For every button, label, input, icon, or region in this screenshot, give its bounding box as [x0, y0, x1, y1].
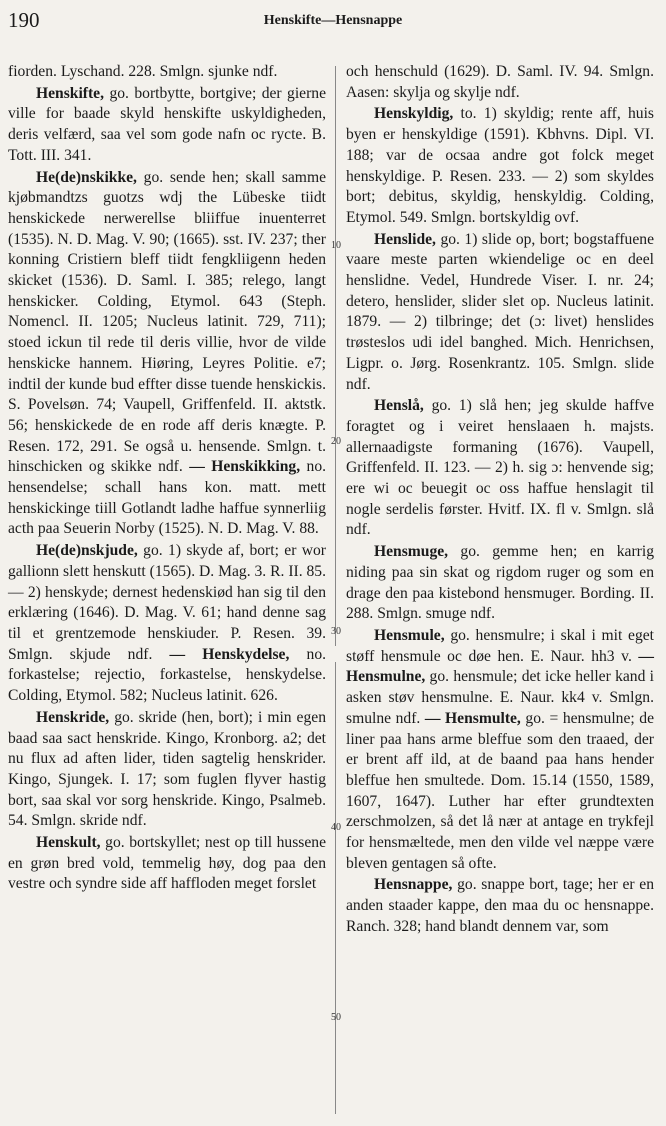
- dictionary-entry: [8, 708, 326, 832]
- column-rule: [335, 662, 336, 1114]
- dictionary-entry: [8, 84, 326, 167]
- entry-text: go. skride (hen, bort); i min egen baad saa sact henskride. Kingo, Kronborg. a2; det nu flux ad aften lider, tiden sagtelig henskrider. Kingo, Sjungek. I. 17; som fuglen flyver hastig bort, saa skal vor sorg henskride. Kingo, Psalmeb. 54. Smlgn. skride ndf.: [8, 708, 326, 830]
- entry-text: fiorden. Lyschand. 228. Smlgn. sjunke ndf.: [8, 63, 278, 80]
- left-column: [8, 62, 326, 895]
- headword: Hensmuge,: [374, 543, 449, 561]
- line-number: 20: [331, 436, 341, 447]
- entry-text: go. = hensmulne; de liner paa hans arme bleffue som den traaed, der er brent aff ild, at de baand paa hans hender bleffue hen smultede. Dom. 15.14 (1550, 1589, 1607, 1647). Luther har efter grundtexten zerschmolzen, så det lå nær at antage en trykfejl for hensmæltede, men den vilde vel næppe være bleven gentagen så ofte.: [346, 709, 654, 872]
- entry-text: go. bortskyllet; nest op till hussene en grøn bred vold, temmelig høy, dog paa den vestre och syndre side aff haffloden meget forslet: [8, 834, 326, 893]
- entry-separator: —: [631, 647, 654, 665]
- headword: Hensnappe,: [374, 876, 453, 894]
- headword: Hensmulne,: [346, 668, 426, 686]
- running-title: Henskifte—Hensnappe: [263, 13, 403, 28]
- line-number: 10: [331, 240, 341, 251]
- dictionary-entry: [346, 62, 654, 103]
- page-header: [8, 8, 658, 36]
- dictionary-entry: [346, 626, 654, 874]
- dictionary-entry: [346, 396, 654, 541]
- column-rule: [335, 66, 336, 646]
- entry-text: och henschuld (1629). D. Saml. IV. 94. Smlgn. Aasen: skylja og skylje ndf.: [346, 63, 654, 101]
- line-number: 30: [331, 626, 341, 637]
- headword: Hensmule,: [374, 626, 445, 644]
- dictionary-entry: [346, 104, 654, 228]
- right-column: [346, 62, 654, 938]
- entry-text: no. forkastelse; rejectio, forkastelse, henskydelse. Colding, Etymol. 582; Nucleus latinit. 626.: [8, 645, 327, 705]
- headword: He(de)nskikke,: [36, 168, 137, 186]
- entry-text: go. hensmulre; i skal i mit eget støff hensmule oc døe hen. E. Naur. hh3 v.: [346, 626, 654, 665]
- entry-text: go. 1) slide op, bort; bogstaffuene vaare meste parten wkiendelige oc en deel henslidne. Vedel, Hundrede Viser. I. nr. 24; detero, henslider, slider slet op. Nucleus latinit. 1879. — 2) tilbringe; det (ɔ: livet) henslides trøsteslos udi idel banghed. Mich. Henrichsen, Ligpr. o. Jørg. Rosenkrantz. 105. Smlgn. slide ndf.: [346, 230, 654, 393]
- headword: Henslå,: [374, 397, 424, 415]
- headword: Henskifte,: [36, 84, 105, 102]
- headword: He(de)nskjude,: [36, 542, 138, 560]
- entry-text: go. 1) slå hen; jeg skulde haffve foragtet og i veiret henslaaen h. majsts. allernaadigste formaning (1676). Vaupell, Griffenfeld. II. 123. — 2) h. sig ɔ: henvende sig; ere wi oc beuegit oc oss haffue henslagit til nogle serdelis førster. Hvitf. IX. fl v. Smlgn. slå ndf.: [346, 397, 654, 539]
- dictionary-entry: [8, 833, 326, 895]
- line-number: 50: [331, 1012, 341, 1023]
- entry-text: go. 1) skyde af, bort; er wor gallionn slett henskutt (1565). D. Mag. 3. R. II. 85. — 2) henskyde; dernest hedenskiød han sig til den erklæring (1646). D. Mag. V. 61; hand denne sag til et grentzemode henskiuder. P. Resen. 39. Smlgn. skjude ndf.: [8, 542, 326, 663]
- dictionary-entry: [8, 168, 326, 541]
- headword: Henskyldig,: [374, 105, 454, 123]
- entry-text: go. snappe bort, tage; her er en anden staader kappe, den maa du oc hensnappe. Ranch. 328; hand blandt dennem var, som: [346, 876, 654, 935]
- entry-text: no. hensendelse; schall hans kon. matt. mett henskickinge tiill Gotlandt ladhe haffue synnerliig acth paa Seuerin Norby (1525). N. D. Mag. V. 88.: [8, 458, 327, 538]
- headword: Henskult,: [36, 834, 101, 852]
- page-number: 190: [8, 8, 40, 32]
- entry-text: to. 1) skyldig; rente aff, huis byen er henskyldige (1591). Kbhvns. Dipl. VI. 188; var de ocsaa andre got folck meget henskyldige. P. Resen. 233. — 2) som skyldes bort; debitus, skyldig, henskyldig. Colding, Etymol. 549. Smlgn. bortskyldig ovf.: [346, 105, 654, 226]
- dictionary-entry: [346, 875, 654, 937]
- entry-separator: —: [420, 709, 446, 727]
- entry-text: go. sende hen; skall samme kjøbmandtzs guotzs wdj the Lübeske tiidt henskickede nerwerellse bliiffue inuenterret (1535). N. D. Mag. V. 90; (1665). sst. IV. 237; ther konning Cristiern bleff tiidt fengkliigenn heden skicket (1536). D. Saml. I. 385; relego, langt henskicker. Colding, Etymol. 643 (Steph. Nomencl. II. 1205; Nucleus latinit. 729, 711); stoed ickun til rede til deris villie, hvor de vilde henskicke hannem. Hiøring, Leyres Politie. e7; indtil der kunde bud effter disse tuende henskickis. S. Povelsøn. 74; Vaupell, Griffenfeld. II. aktstk. 56; henskickede de en rode aff deris knægte. P. Resen. 172, 291. Se også u. hensende. Smlgn. t. hinschicken og skikke ndf.: [8, 168, 326, 476]
- line-number: 40: [331, 822, 341, 833]
- dictionary-entry: [346, 542, 654, 625]
- dictionary-entry: [8, 541, 326, 707]
- headword: Henskydelse,: [202, 645, 290, 663]
- entry-text: go. gemme hen; en karrig niding paa sin skat og rigdom ruger og som en drage den paa kistebond hensmuger. Bording. II. 288. Smlgn. smuge ndf.: [346, 543, 654, 623]
- entry-separator: —: [182, 458, 212, 476]
- headword: Hensmulte,: [445, 709, 521, 727]
- entry-separator: —: [152, 645, 203, 663]
- dictionary-entry: [8, 62, 326, 83]
- headword: Henslide,: [374, 230, 436, 248]
- entry-text: go. hensmule; det icke heller kand i asken støv hensmulne. E. Naur. kk4 v. Smlgn. smulne ndf.: [346, 668, 654, 727]
- entry-text: go. bortbytte, bortgive; der gierne ville for baade skyld henskifte uskyldigheden, deris velfærd, saa vel som gode nafn oc rycte. B. Tott. III. 341.: [8, 84, 326, 164]
- dictionary-entry: [346, 230, 654, 396]
- headword: Henskikking,: [211, 458, 301, 476]
- headword: Henskride,: [36, 708, 110, 726]
